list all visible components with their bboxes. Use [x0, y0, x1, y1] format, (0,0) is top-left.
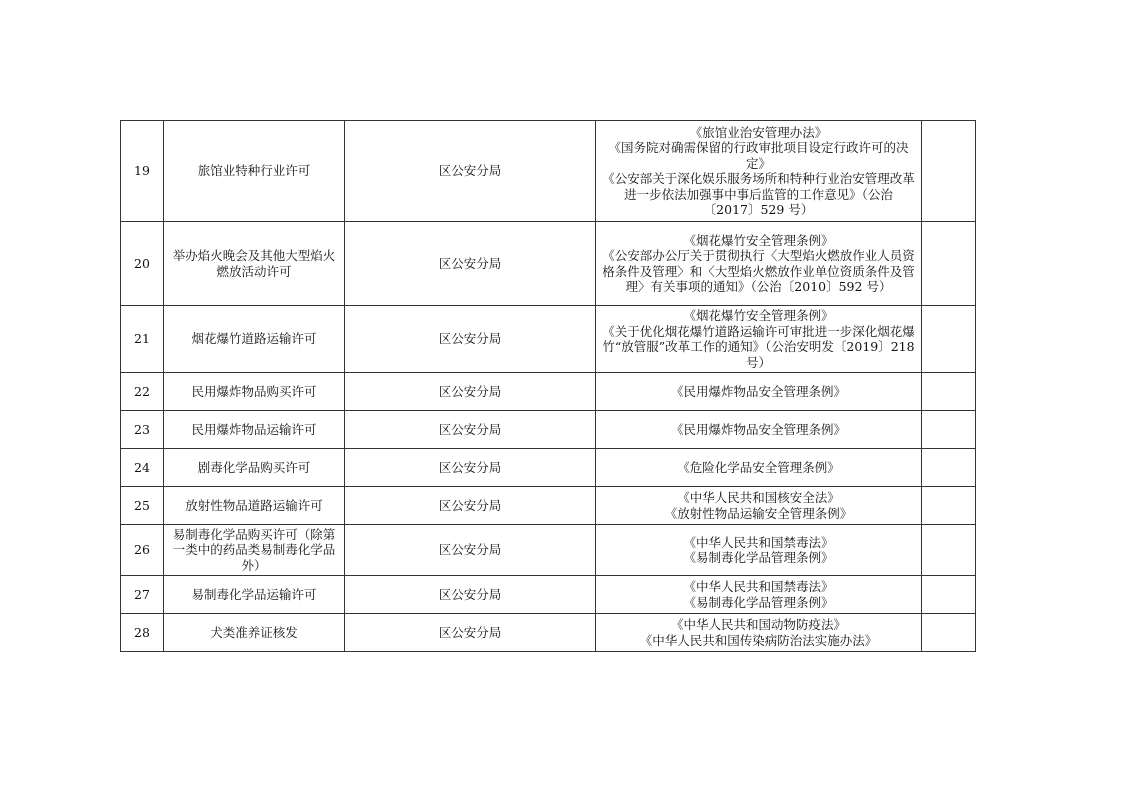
responsible-department: 区公安分局	[345, 306, 596, 373]
legal-basis-line: 《民用爆炸物品安全管理条例》	[670, 383, 846, 399]
remark	[922, 373, 976, 411]
remark	[922, 614, 976, 652]
responsible-department: 区公安分局	[345, 525, 596, 576]
legal-basis	[596, 373, 922, 411]
legal-basis	[596, 525, 922, 576]
legal-basis	[596, 222, 922, 306]
permit-table	[120, 120, 976, 652]
legal-basis-line: 《关于优化烟花爆竹道路运输许可审批进一步深化烟花爆竹“放管服”改革工作的通知》（公治安明发〔2019〕218 号）	[602, 323, 915, 370]
legal-basis-line: 《旅馆业治安管理办法》	[689, 124, 828, 140]
legal-basis-line: 《中华人民共和国核安全法》	[677, 490, 840, 505]
table-row	[121, 121, 976, 222]
permit-item-name: 放射性物品道路运输许可	[164, 487, 345, 525]
table-row	[121, 525, 976, 576]
table-row	[121, 449, 976, 487]
table-row	[121, 614, 976, 652]
legal-basis	[596, 449, 922, 487]
responsible-department: 区公安分局	[345, 487, 596, 525]
remark	[922, 306, 976, 373]
permit-item-name: 易制毒化学品购买许可（除第一类中的药品类易制毒化学品外）	[164, 525, 345, 576]
row-number: 28	[121, 614, 164, 652]
responsible-department: 区公安分局	[345, 449, 596, 487]
remark	[922, 449, 976, 487]
remark	[922, 222, 976, 306]
legal-basis-line: 《中华人民共和国禁毒法》	[683, 534, 834, 550]
permit-item-name: 旅馆业特种行业许可	[164, 121, 345, 222]
responsible-department: 区公安分局	[345, 411, 596, 449]
table-row	[121, 487, 976, 525]
permit-item-name: 犬类准养证核发	[164, 614, 345, 652]
row-number: 19	[121, 121, 164, 222]
permit-item-name: 烟花爆竹道路运输许可	[164, 306, 345, 373]
legal-basis-line: 《公安部办公厅关于贯彻执行〈大型焰火燃放作业人员资格条件及管理〉和〈大型焰火燃放作业单位资质条件及管理〉有关事项的通知》（公治〔2010〕592 号）	[602, 248, 915, 294]
legal-basis-line: 《易制毒化学品管理条例》	[683, 594, 834, 610]
permit-item-name: 民用爆炸物品运输许可	[164, 411, 345, 449]
row-number: 21	[121, 306, 164, 373]
permit-table-body	[121, 121, 976, 652]
table-row	[121, 411, 976, 449]
legal-basis-line: 《公安部关于深化娱乐服务场所和特种行业治安管理改革进一步依法加强事中事后监管的工作意见》（公治〔2017〕529 号）	[602, 171, 915, 217]
legal-basis-line: 《烟花爆竹安全管理条例》	[683, 232, 834, 248]
table-row	[121, 576, 976, 614]
legal-basis-line: 《民用爆炸物品安全管理条例》	[670, 421, 846, 437]
table-row	[121, 373, 976, 411]
row-number: 26	[121, 525, 164, 576]
permit-item-name: 民用爆炸物品购买许可	[164, 373, 345, 411]
responsible-department: 区公安分局	[345, 222, 596, 306]
remark	[922, 121, 976, 222]
legal-basis-line: 《中华人民共和国传染病防治法实施办法》	[639, 632, 878, 648]
legal-basis	[596, 487, 922, 525]
legal-basis	[596, 614, 922, 652]
remark	[922, 411, 976, 449]
legal-basis	[596, 411, 922, 449]
row-number: 27	[121, 576, 164, 614]
legal-basis	[596, 576, 922, 614]
remark	[922, 576, 976, 614]
responsible-department: 区公安分局	[345, 121, 596, 222]
legal-basis-line: 《易制毒化学品管理条例》	[683, 550, 834, 565]
legal-basis-line: 《国务院对确需保留的行政审批项目设定行政许可的决定》	[608, 140, 909, 171]
legal-basis	[596, 306, 922, 373]
legal-basis	[596, 121, 922, 222]
row-number: 23	[121, 411, 164, 449]
row-number: 25	[121, 487, 164, 525]
row-number: 22	[121, 373, 164, 411]
permit-item-name: 剧毒化学品购买许可	[164, 449, 345, 487]
responsible-department: 区公安分局	[345, 614, 596, 652]
legal-basis-line: 《中华人民共和国禁毒法》	[683, 579, 834, 594]
permit-item-name: 举办焰火晚会及其他大型焰火燃放活动许可	[164, 222, 345, 306]
remark	[922, 525, 976, 576]
responsible-department: 区公安分局	[345, 373, 596, 411]
row-number: 20	[121, 222, 164, 306]
remark	[922, 487, 976, 525]
permit-item-name: 易制毒化学品运输许可	[164, 576, 345, 614]
table-row	[121, 306, 976, 373]
row-number: 24	[121, 449, 164, 487]
legal-basis-line: 《中华人民共和国动物防疫法》	[670, 617, 846, 632]
legal-basis-line: 《危险化学品安全管理条例》	[677, 459, 840, 475]
table-row	[121, 222, 976, 306]
legal-basis-line: 《放射性物品运输安全管理条例》	[664, 505, 853, 521]
responsible-department: 区公安分局	[345, 576, 596, 614]
legal-basis-line: 《烟花爆竹安全管理条例》	[683, 308, 834, 323]
